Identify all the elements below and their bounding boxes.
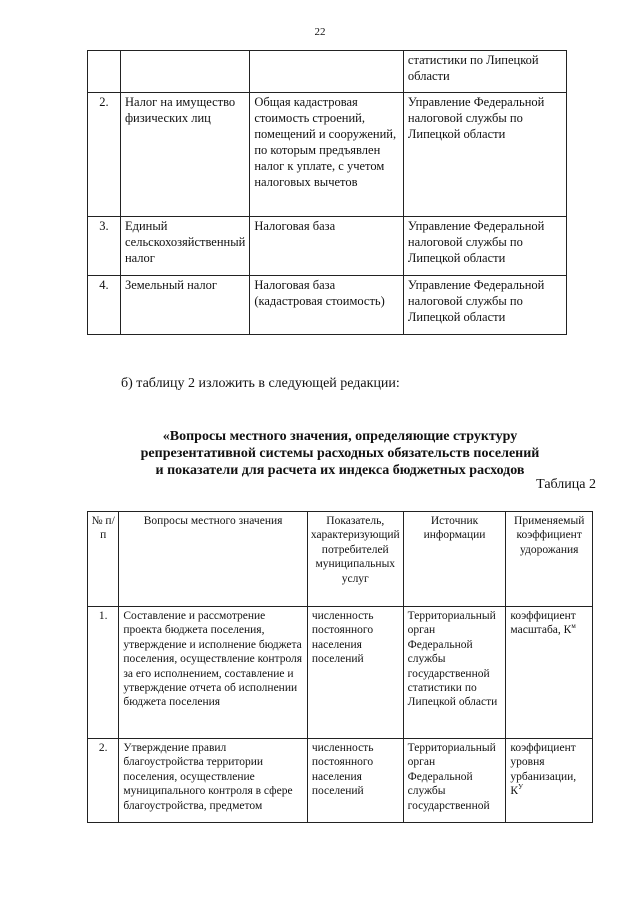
tax-table [87,50,567,335]
amendment-text: б) таблицу 2 изложить в следующей редакции: [121,376,400,391]
header-issue: Вопросы местного значения [119,512,307,607]
tax-base: Налоговая база [250,217,404,276]
table-row [88,51,567,93]
table-label: Таблица 2 [536,477,596,492]
row-number: 2. [88,739,119,823]
row-number: 2. [88,93,121,217]
header-row [88,512,593,607]
tax-name: Налог на имущество физических лиц [120,93,249,217]
page-number: 22 [314,26,326,38]
indicator-text: численность постоянного населения поселений [307,607,403,739]
table-row [88,217,567,276]
tax-name [120,51,249,93]
header-indicator: Показатель, характеризующий потребителей муниципальных услуг [307,512,403,607]
local-issues-table [87,511,593,823]
data-source: Управление Федеральной налоговой службы по Липецкой области [403,217,566,276]
tax-name: Единый сельскохозяйственный налог [120,217,249,276]
row-number [88,51,121,93]
table-row [88,93,567,217]
data-source: Управление Федеральной налоговой службы по Липецкой области [403,93,566,217]
coef-sup: У [518,783,524,792]
issue-text: Утверждение правил благоустройства территории поселения, осуществление муниципального контроля в сфере благоустройства, предметом [119,739,307,823]
row-number: 4. [88,276,121,335]
table-row [88,276,567,335]
heading-line: и показатели для расчета их индекса бюджетных расходов [155,463,525,478]
heading-line: репрезентативной системы расходных обязательств поселений [140,446,540,461]
data-source: Управление Федеральной налоговой службы по Липецкой области [403,276,566,335]
table-heading [87,428,593,479]
table-row [88,607,593,739]
coef-cell [506,607,593,739]
issue-text: Составление и рассмотрение проекта бюджета поселения, утверждение и исполнение бюджета поселения, осуществление контроля за его исполнением, составление и утверждение отчета об исполнении бюджета поселения [119,607,307,739]
coef-text: коэффициент масштаба, К [510,610,576,637]
coef-text: коэффициент уровня урбанизации, К [510,742,577,798]
indicator-text: численность постоянного населения поселений [307,739,403,823]
source-text: Территориальный орган Федеральной службы государственной статистики по Липецкой области [403,607,506,739]
tax-base: Налоговая база (кадастровая стоимость) [250,276,404,335]
heading-line: «Вопросы местного значения, определяющие структуру [162,429,518,444]
tax-name: Земельный налог [120,276,249,335]
coef-sup: м [571,622,576,631]
row-number: 3. [88,217,121,276]
tax-base [250,51,404,93]
header-source: Источник информации [403,512,506,607]
table-row [88,739,593,823]
tax-base: Общая кадастровая стоимость строений, помещений и сооружений, по которым предъявлен налог к уплате, с учетом налоговых вычетов [250,93,404,217]
source-text: Территориальный орган Федеральной службы государственной [403,739,506,823]
header-num: № п/п [88,512,119,607]
data-source: статистики по Липецкой области [403,51,566,93]
coef-cell [506,739,593,823]
header-coef: Применяемый коэффициент удорожания [506,512,593,607]
row-number: 1. [88,607,119,739]
